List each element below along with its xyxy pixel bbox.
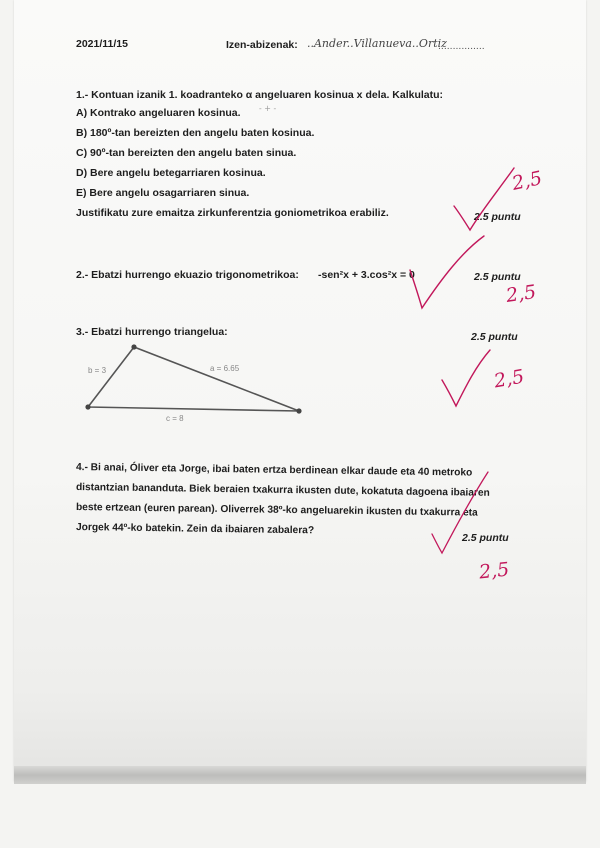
q1-item-c: C) 90º-tan bereizten den angelu baten sinua.	[76, 147, 297, 159]
q1-item-d: D) Bere angelu betegarriaren kosinua.	[76, 167, 266, 179]
q4-line-4: Jorgek 44º-ko batekin. Zein da ibaiaren zabalera?	[75, 522, 315, 537]
exam-date: 2021/11/15	[76, 38, 128, 50]
student-name: ..Ander..Villanueva..Ortiz	[307, 37, 447, 50]
q1-justify: Justifikatu zure emaitza zirkunferentzia goniometrikoa erabiliz.	[76, 207, 389, 219]
q4-check-icon	[432, 472, 488, 553]
q4-line-1: 4.- Bi anai, Óliver eta Jorge, ibai baten ertza berdinean elkar daude eta 40 metroko	[75, 462, 473, 479]
name-dots: ................	[438, 40, 485, 52]
q1-item-a: A) Kontrako angeluaren kosinua.	[76, 107, 241, 119]
q1-item-b: B) 180º-tan bereizten den angelu baten kosinua.	[76, 127, 315, 139]
q2-title: 2.- Ebatzi hurrengo ekuazio trigonometrikoa:	[76, 269, 299, 281]
q1-item-e: E) Bere angelu osagarriaren sinua.	[76, 187, 250, 199]
q2-equation: -sen²x + 3.cos²x = 0	[318, 269, 415, 281]
q3-title: 3.- Ebatzi hurrengo triangelua:	[76, 326, 228, 338]
side-b-label: b = 3	[88, 366, 107, 375]
q1-check-icon	[454, 168, 514, 230]
q1-pencil-note: - + -	[259, 104, 277, 113]
side-a-label: a = 6.65	[210, 364, 240, 373]
q4-grade: 2,5	[477, 558, 511, 584]
scan-shadow-strip	[14, 766, 586, 784]
exam-sheet	[14, 0, 586, 782]
q1-title: 1.- Kontuan izanik 1. koadranteko α angeluaren kosinua x dela. Kalkulatu:	[76, 89, 444, 101]
q1-points: 2.5 puntu	[474, 211, 521, 223]
q1-grade: 2,5	[510, 167, 545, 195]
side-c-label: c = 8	[166, 414, 184, 423]
q2-grade: 2,5	[504, 281, 538, 307]
q4-line-2: distantzian bananduta. Biek beraien txakurra ikusten dute, kokatuta dagoena ibaiaren	[75, 482, 490, 499]
q4-points: 2.5 puntu	[462, 532, 509, 544]
q4-line-3: beste ertzean (euren parean). Oliverrek 38º-ko angeluarekin ikusten du txakurra eta	[75, 502, 478, 519]
q2-check-icon	[410, 236, 484, 308]
q3-grade: 2,5	[492, 365, 526, 393]
q3-points: 2.5 puntu	[471, 331, 518, 343]
grading-marks	[14, 0, 586, 782]
q3-check-icon	[442, 350, 490, 406]
name-label: Izen-abizenak:	[226, 39, 298, 51]
q2-points: 2.5 puntu	[474, 271, 521, 283]
